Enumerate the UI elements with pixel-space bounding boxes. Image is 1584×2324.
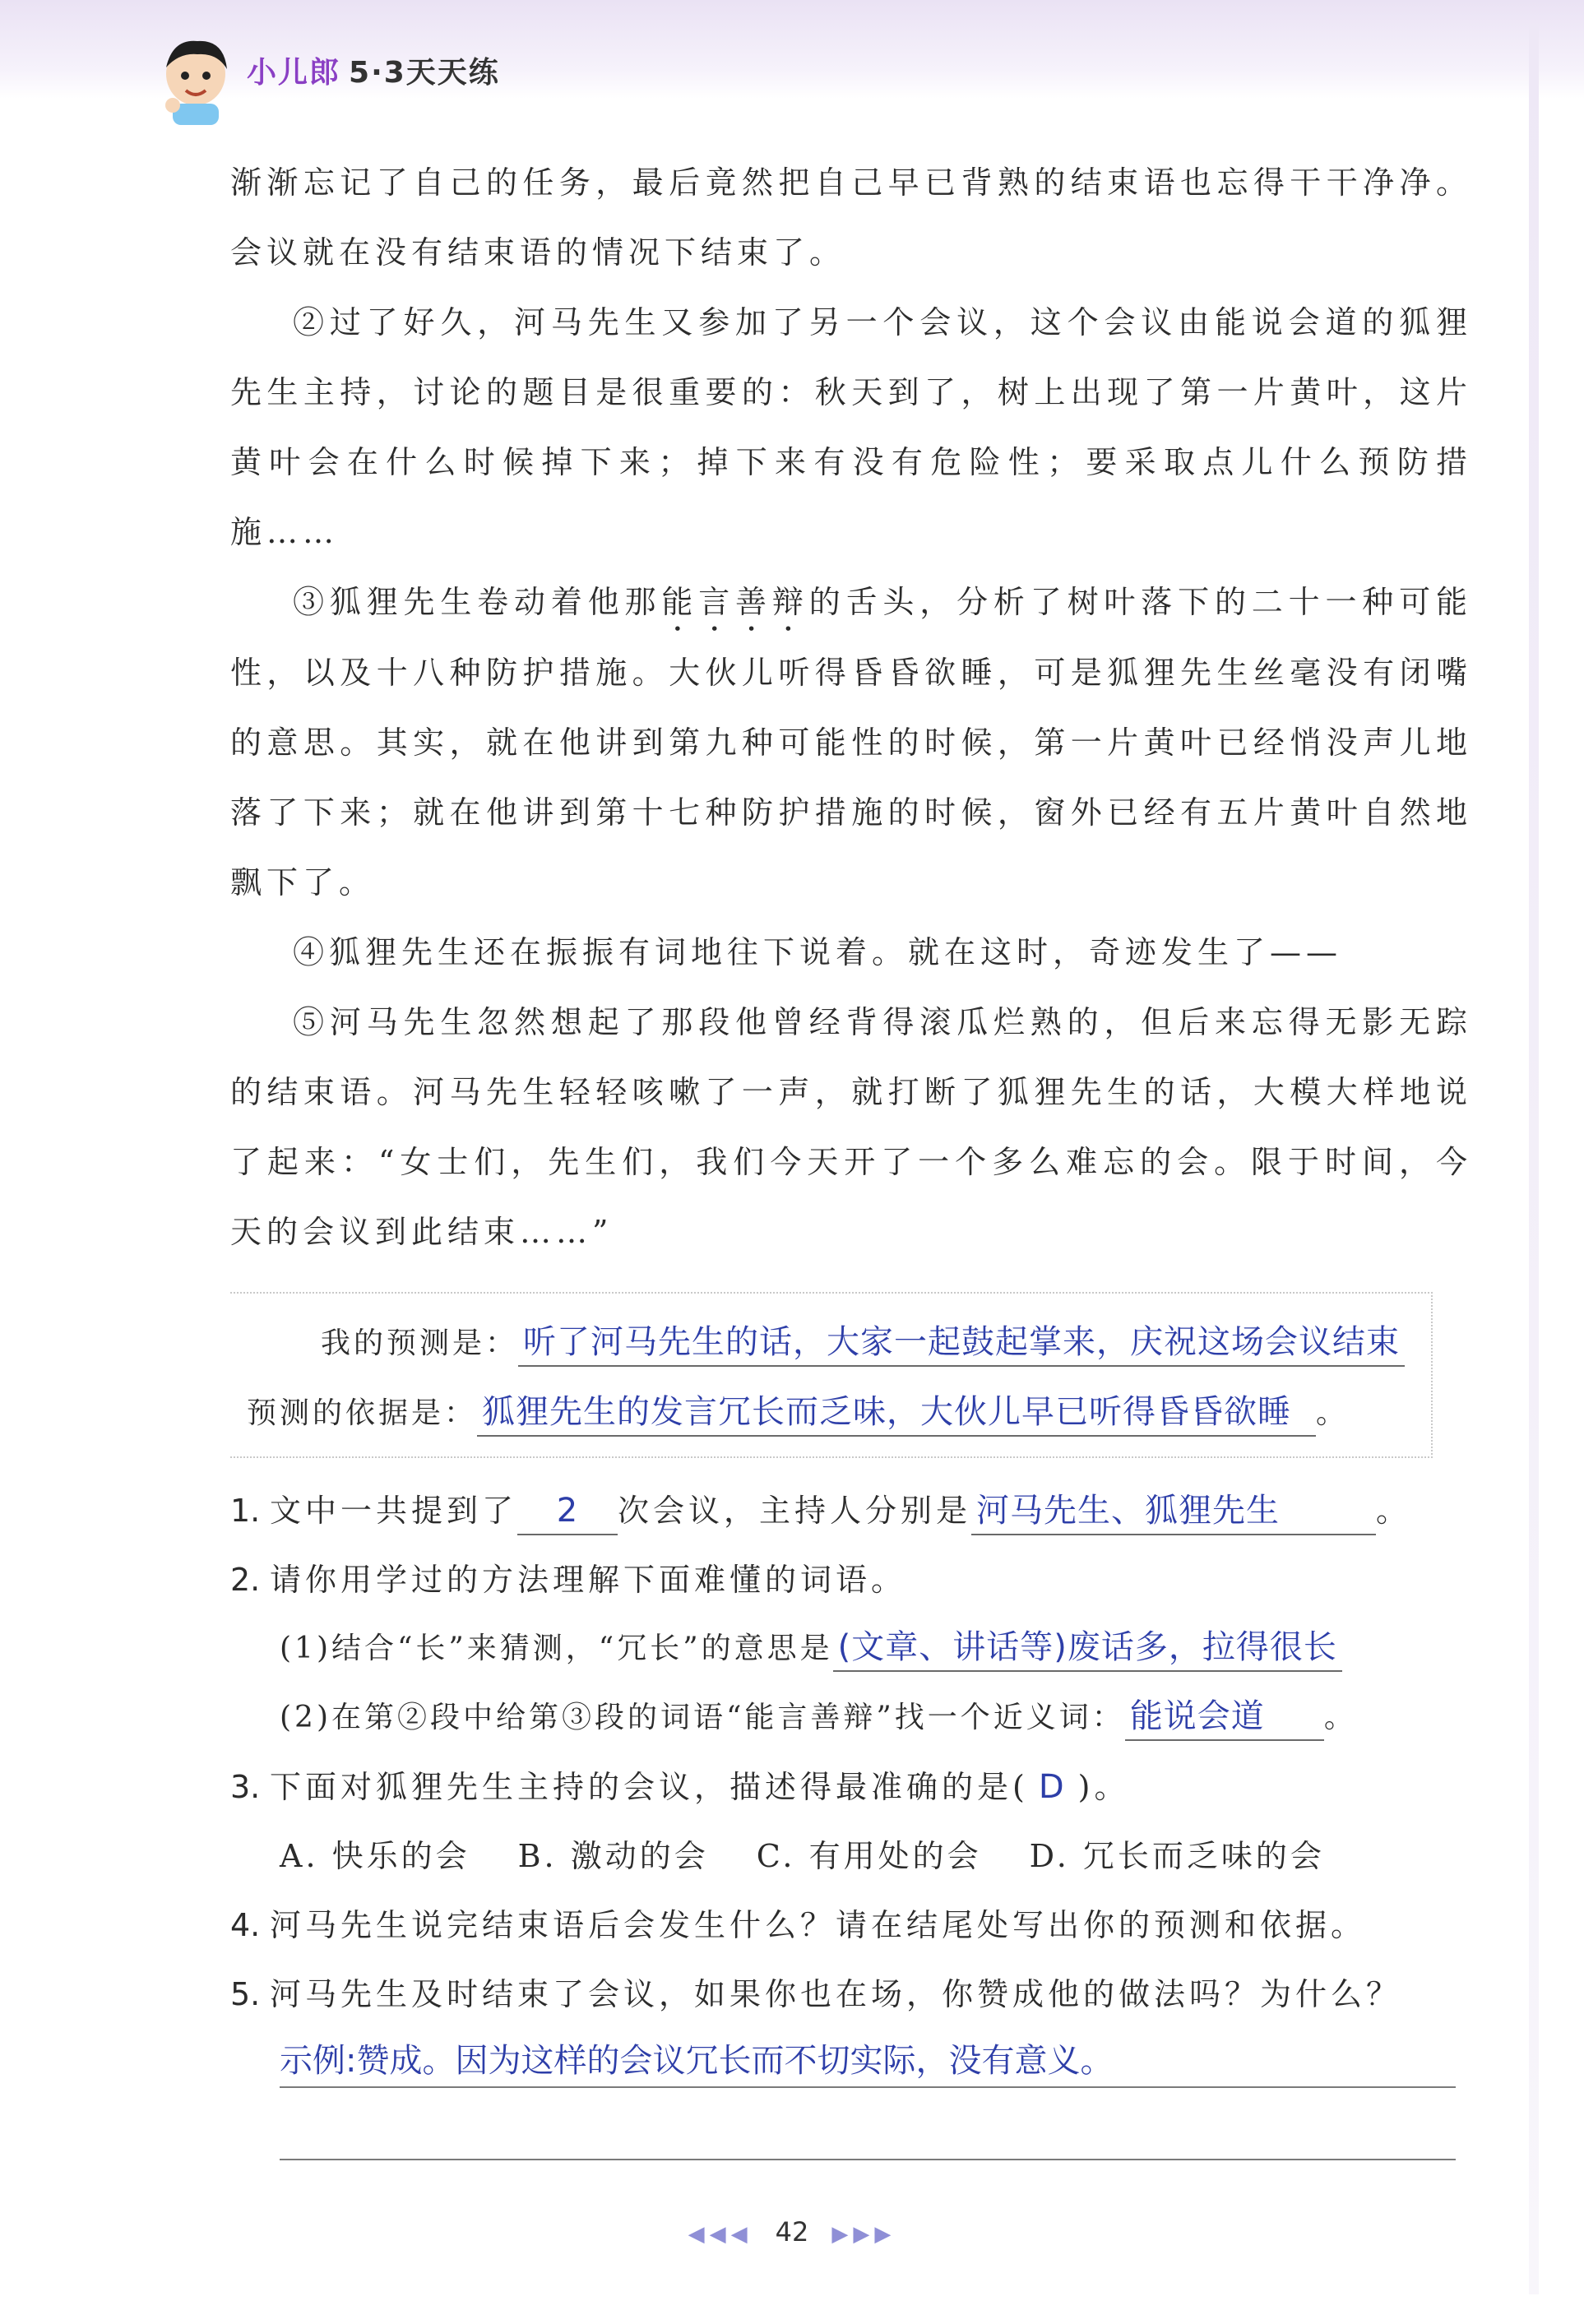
q2-sub2-text: (2)在第②段中给第③段的词语“能言善辩”找一个近义词： xyxy=(280,1701,1125,1734)
mascot-logo xyxy=(156,35,235,125)
q5-answer-line-1[interactable] xyxy=(280,2029,1456,2088)
question-number: 3. xyxy=(230,1769,261,1805)
brand-tag: 5·3天天练 xyxy=(349,56,500,90)
passage-paragraph-5: ⑤河马先生忽然想起了那段他曾经背得滚瓜烂熟的，但后来忘得无影无踪的结束语。河马先生轻轻咳嗽了一声，就打断了狐狸先生的话，大模大样地说了起来：“女士们，先生们，我们今天开了一个多么难忘的会。限于时间，今天的会议到此结束……” xyxy=(230,1004,1472,1250)
q1-answer-hosts[interactable]: 河马先生、狐狸先生 xyxy=(971,1489,1376,1535)
reason-answer[interactable]: 狐狸先生的发言冗长而乏味，大伙儿早已听得昏昏欲睡 xyxy=(477,1391,1316,1437)
question-3 xyxy=(230,1752,1472,1822)
reason-row xyxy=(230,1378,1431,1448)
brand xyxy=(247,49,500,91)
question-number: 2. xyxy=(230,1562,261,1598)
p3-part-b: 的舌头，分析了树叶落下的二十一种可能性，以及十八种防护措施。大伙儿听得昏昏欲睡，可是狐狸先生丝毫没有闭嘴的意思。其实，就在他讲到第九种可能性的时候，第一片黄叶已经悄没声儿地落了下来；就在他讲到第十七种防护措施的时候，窗外已经有五片黄叶自然地飘下了。 xyxy=(230,584,1472,900)
q4-text: 河马先生说完结束语后会发生什么？请在结尾处写出你的预测和依据。 xyxy=(270,1907,1367,1943)
question-2-sub-2 xyxy=(230,1683,1472,1752)
prediction-row xyxy=(230,1308,1431,1378)
brand-name: 小儿郎 xyxy=(247,56,341,90)
q2-sub1-answer[interactable]: (文章、讲话等)废话多，拉得很长 xyxy=(833,1626,1342,1672)
page-number: 42 xyxy=(775,2216,809,2248)
q1-end: 。 xyxy=(1376,1493,1412,1529)
right-arrows-icon: ▶▶▶ xyxy=(831,2222,896,2247)
page-content xyxy=(230,148,1472,2160)
q2-sub1-text: (1)结合“长”来猜测，“冗长”的意思是 xyxy=(280,1632,833,1665)
q2-sub2-answer[interactable]: 能说会道 xyxy=(1125,1695,1324,1741)
q1-text-b: 次会议，主持人分别是 xyxy=(618,1493,972,1529)
choice-a[interactable]: A. 快乐的会 xyxy=(280,1838,470,1874)
page-footer xyxy=(0,2216,1584,2248)
questions xyxy=(230,1476,1472,2160)
q5-answer: 示例:赞成。因为这样的会议冗长而不切实际，没有意义。 xyxy=(280,2042,1114,2080)
q2-text: 请你用学过的方法理解下面难懂的词语。 xyxy=(270,1562,907,1598)
question-number: 1. xyxy=(230,1493,261,1529)
choice-d[interactable]: D. 冗长而乏味的会 xyxy=(1029,1838,1325,1874)
prediction-box xyxy=(230,1292,1433,1458)
reason-end: 。 xyxy=(1316,1396,1350,1430)
question-number: 4. xyxy=(230,1907,261,1943)
q3-text-b: )。 xyxy=(1077,1769,1130,1805)
p3-part-a: ③狐狸先生卷动着他那 xyxy=(293,584,662,620)
reason-label: 预测的依据是： xyxy=(247,1396,478,1430)
q3-text-a: 下面对狐狸先生主持的会议，描述得最准确的是( xyxy=(270,1769,1029,1805)
q5-text: 河马先生及时结束了会议，如果你也在场，你赞成他的做法吗？为什么？ xyxy=(270,1976,1402,2012)
passage-paragraph-continued: 渐渐忘记了自己的任务，最后竟然把自己早已背熟的结束语也忘得干干净净。会议就在没有结束语的情况下结束了。 xyxy=(230,164,1472,271)
question-number: 5. xyxy=(230,1976,261,2012)
left-arrows-icon: ◀◀◀ xyxy=(688,2222,753,2247)
q2-sub2-end: 。 xyxy=(1323,1701,1357,1734)
passage-paragraph-4: ④狐狸先生还在振振有词地往下说着。就在这时，奇迹发生了—— xyxy=(293,934,1343,970)
q1-answer-count[interactable]: 2 xyxy=(517,1489,618,1535)
question-2-sub-1 xyxy=(230,1614,1472,1683)
question-1 xyxy=(230,1476,1472,1545)
choice-c[interactable]: C. 有用处的会 xyxy=(756,1838,982,1874)
header-band xyxy=(0,0,1584,99)
question-5 xyxy=(230,1960,1472,2029)
prediction-label: 我的预测是： xyxy=(321,1326,519,1360)
choice-b[interactable]: B. 激动的会 xyxy=(517,1838,709,1874)
question-2 xyxy=(230,1545,1472,1614)
q5-answer-line-2[interactable] xyxy=(280,2088,1456,2160)
question-3-choices xyxy=(230,1822,1472,1891)
passage-paragraph-3 xyxy=(230,567,1472,918)
prediction-answer[interactable]: 听了河马先生的话，大家一起鼓起掌来，庆祝这场会议结束 xyxy=(518,1321,1405,1367)
passage-paragraph-2: ②过了好久，河马先生又参加了另一个会议，这个会议由能说会道的狐狸先生主持，讨论的题目是很重要的：秋天到了，树上出现了第一片黄叶，这片黄叶会在什么时候掉下来；掉下来有没有危险性；要采取点儿什么预防措施…… xyxy=(230,304,1472,550)
emphasized-phrase: 能言善辩 xyxy=(661,584,809,620)
q1-text-a: 文中一共提到了 xyxy=(270,1493,518,1529)
question-4 xyxy=(230,1891,1472,1960)
q3-answer[interactable]: D xyxy=(1038,1768,1068,1806)
